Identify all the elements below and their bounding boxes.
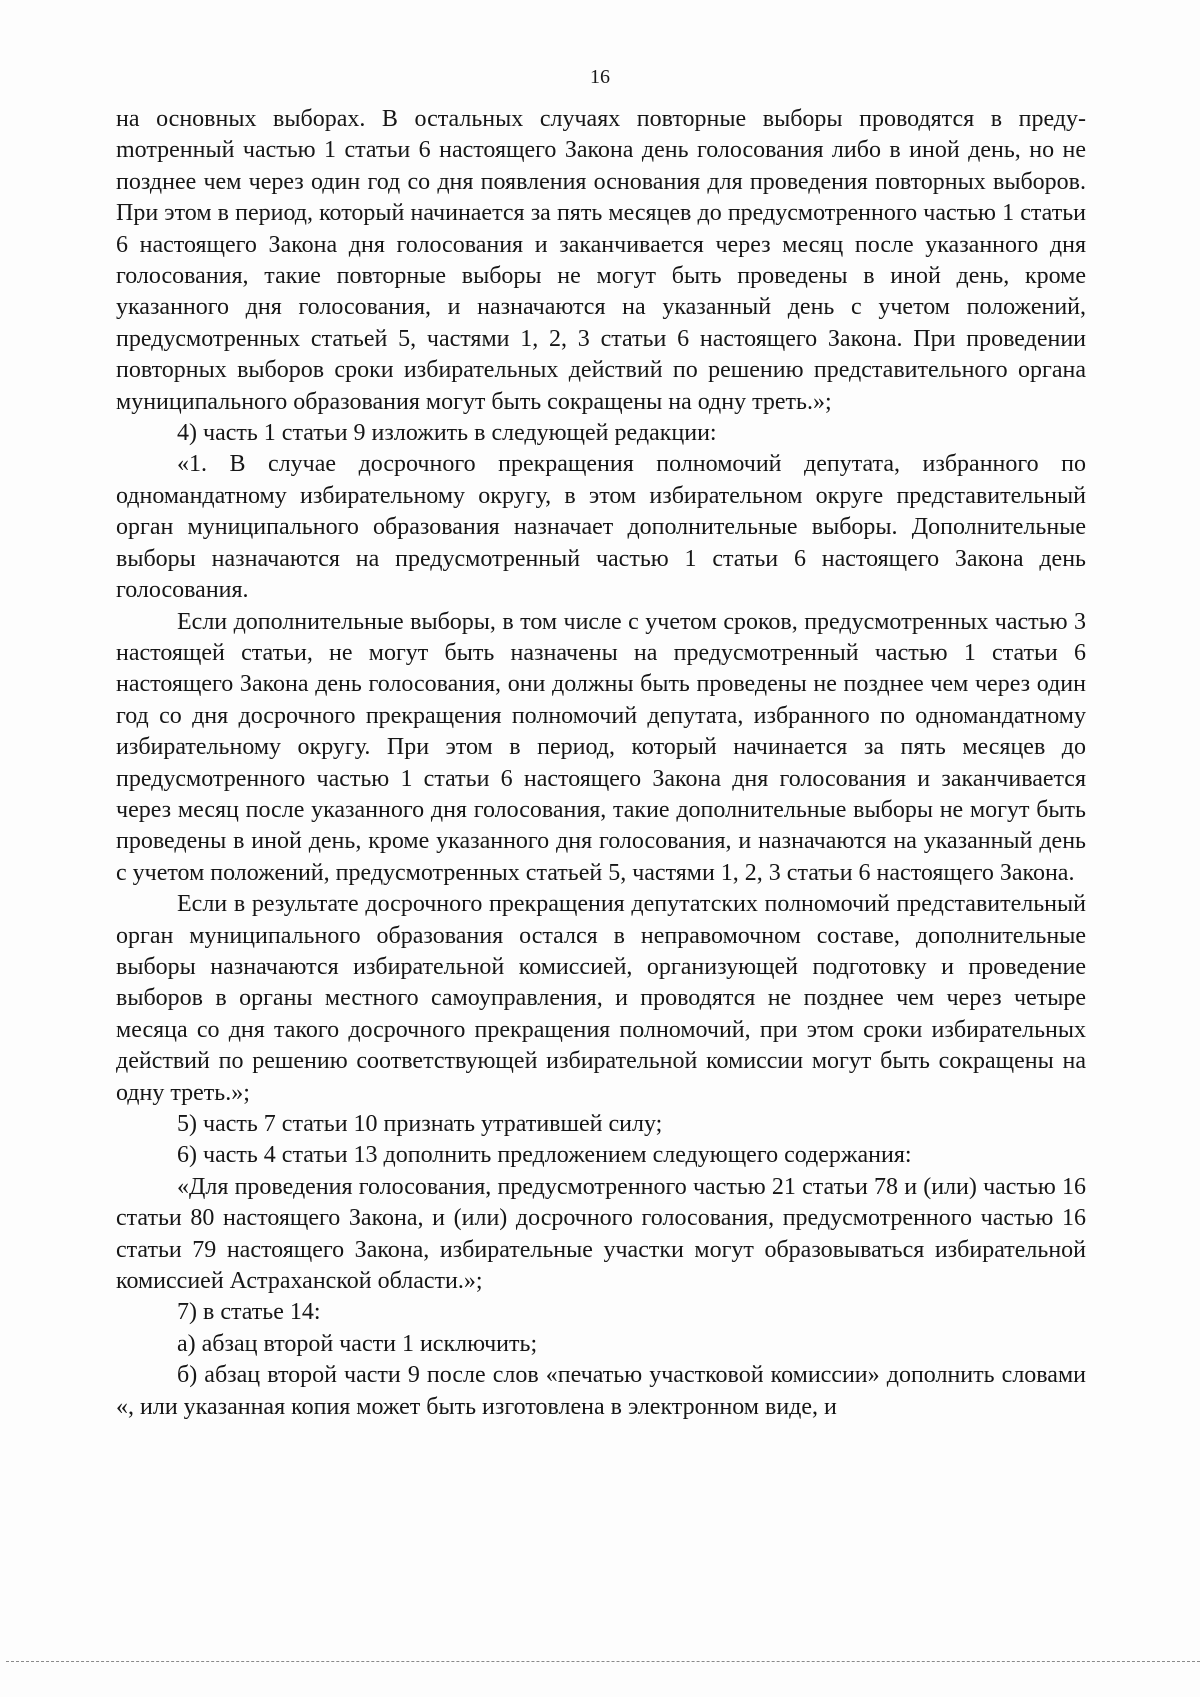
paragraph-7: 6) часть 4 статьи 13 дополнить предложением следующего содержания: <box>177 1142 912 1169</box>
paragraph-2: 4) часть 1 статьи 9 изложить в следующей редакции: <box>177 420 717 447</box>
paragraph-1: на основных выборах. В остальных случаях повторные выборы проводятся в предуmотренный частью 1 статьи 6 настоящего Закона день голосования либо в иной день, но не позднее чем через один год со дня появления основания для проведения повторных выборов. При этом в период, который начинается за пять месяцев до предусмотренного частью 1 статьи 6 настоящего Закона дня голосования и заканчивается через месяц после указанного дня голосования, такие повторные выборы не могут быть проведены в иной день, кроме указанного дня голосования, и назначаются на указанный день с учетом положений, предусмотренных статьей 5, частями 1, 2, 3 статьи 6 настоящего Закона. При проведении повторных выборов сроки избирательных действий по решению представительного органа муниципального образования могут быть сокращены на одну треть.»; <box>116 106 1086 415</box>
paragraph-8: «Для проведения голосования, предусмотренного частью 21 статьи 78 и (или) частью 16 статьи 80 настоящего Закона, и (или) досрочного голосования, предусмотренного частью 16 статьи 79 настоящего Закона, избирательные участки могут образовываться избирательной комиссией Астраханской области.»; <box>116 1173 1086 1295</box>
page-number: 16 <box>590 66 610 88</box>
paragraph-5: Если в результате досрочного прекращения депутатских полномочий представительный орган муниципального образования остался в неправомочном составе, дополнительные выборы назначаются избирательной комиссией, организующей подготовку и проведение выборов в органы местного самоуправления, и проводятся не позднее чем через четыре месяца со дня такого досрочного прекращения полномочий, при этом сроки избирательных действий по решению соответствующей избирательной комиссии могут быть сокращены на одну треть.»; <box>116 891 1086 1106</box>
document-body <box>116 104 1086 1423</box>
paragraph-9: 7) в статье 14: <box>177 1299 321 1326</box>
paragraph-11: б) абзац второй части 9 после слов «печатью участковой комиссии» дополнить словами «, или указанная копия может быть изготовлена в электронном виде, и <box>116 1362 1086 1420</box>
paragraph-4: Если дополнительные выборы, в том числе с учетом сроков, предусмотренных частью 3 настоящей статьи, не могут быть назначены на предусмотренный частью 1 статьи 6 настоящего Закона день голосования, они должны быть проведены не позднее чем через один год со дня досрочного прекращения полномочий депутата, избранного по одномандатному избирательному округу. При этом в период, который начинается за пять месяцев до предусмотренного частью 1 статьи 6 настоящего Закона дня голосования и заканчивается через месяц после указанного дня голосования, такие дополнительные выборы не могут быть проведены в иной день, кроме указанного дня голосования, и назначаются на указанный день с учетом положений, предусмотренных статьей 5, частями 1, 2, 3 статьи 6 настоящего Закона. <box>116 608 1086 886</box>
paragraph-3: «1. В случае досрочного прекращения полномочий депутата, избранного по одномандатному избирательному округу, в этом избирательном округе представительный орган муниципального образования назначает дополнительные выборы. Дополнительные выборы назначаются на предусмотренный частью 1 статьи 6 настоящего Закона день голосования. <box>116 451 1086 604</box>
paragraph-10: а) абзац второй части 1 исключить; <box>177 1330 538 1357</box>
page-bottom-divider <box>6 1661 1200 1662</box>
paragraph-6: 5) часть 7 статьи 10 признать утратившей силу; <box>177 1111 663 1137</box>
